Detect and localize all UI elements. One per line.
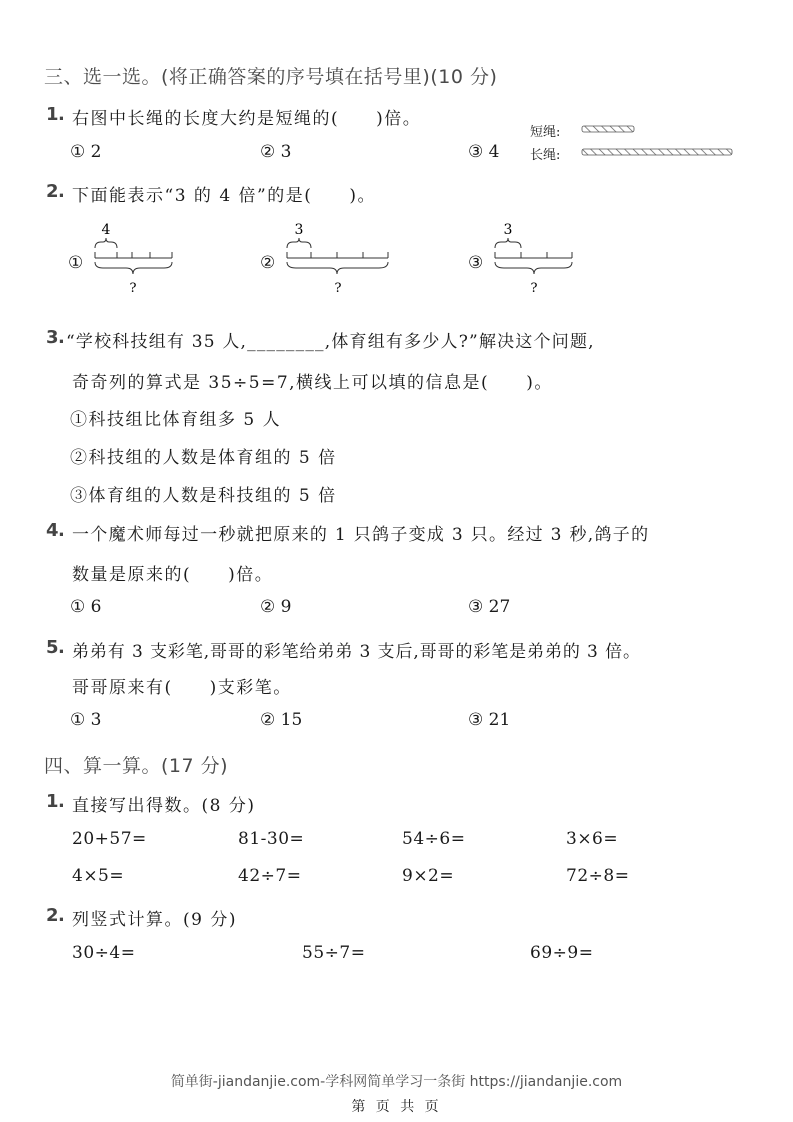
question-4-line-2: 数量是原来的( )倍。 bbox=[72, 565, 274, 585]
vertical-calc-item: 69÷9= bbox=[530, 943, 594, 963]
diagram-1-bottom-label: ? bbox=[129, 281, 137, 296]
question-5-option-2: ② 15 bbox=[260, 710, 303, 730]
question-5-dot: . bbox=[58, 637, 65, 658]
question-3-line-2: 奇奇列的算式是 35÷5=7,横线上可以填的信息是( )。 bbox=[72, 373, 553, 393]
vertical-calc-item: 30÷4= bbox=[72, 943, 136, 963]
calc-question-2-number: 2 bbox=[46, 905, 59, 926]
diagram-3 bbox=[492, 220, 582, 310]
question-2-text: 下面能表示“3 的 4 倍”的是( )。 bbox=[72, 186, 376, 206]
section-3-title: 三、选一选。(将正确答案的序号填在括号里)(10 分) bbox=[44, 66, 498, 88]
calc-question-1-text: 直接写出得数。(8 分) bbox=[72, 796, 256, 816]
question-5-option-1: ① 3 bbox=[70, 710, 102, 730]
vertical-calc-item: 55÷7= bbox=[302, 943, 366, 963]
calc-item: 72÷8= bbox=[566, 866, 630, 886]
calc-item: 4×5= bbox=[72, 866, 125, 886]
footer-watermark: 简单街-jiandanjie.com-学科网简单学习一条街 https://jiandanjie.com bbox=[170, 1074, 623, 1090]
calc-question-2-text: 列竖式计算。(9 分) bbox=[72, 910, 237, 930]
question-5-number: 5 bbox=[46, 637, 59, 658]
diagram-2-top-label: 3 bbox=[294, 222, 304, 238]
diagram-1-top-label: 4 bbox=[101, 222, 111, 238]
question-4-number: 4 bbox=[46, 520, 59, 541]
diagram-2 bbox=[284, 220, 396, 310]
question-4-option-1: ① 6 bbox=[70, 597, 102, 617]
diagram-3-top-label: 3 bbox=[503, 222, 513, 238]
page-number: 第 页 共 页 bbox=[351, 1099, 442, 1115]
calc-item: 54÷6= bbox=[402, 829, 466, 849]
question-3-dot: . bbox=[58, 327, 65, 348]
question-1-option-3: ③ 4 bbox=[468, 142, 500, 162]
short-rope bbox=[582, 126, 634, 132]
question-3-option-2: ②科技组的人数是体育组的 5 倍 bbox=[70, 448, 337, 468]
question-4-option-2: ② 9 bbox=[260, 597, 292, 617]
diagram-1-marker: ① bbox=[68, 253, 84, 273]
diagram-1 bbox=[92, 220, 182, 310]
question-5-option-3: ③ 21 bbox=[468, 710, 511, 730]
calc-question-1-dot: . bbox=[58, 791, 65, 812]
calc-item: 3×6= bbox=[566, 829, 619, 849]
diagram-3-marker: ③ bbox=[468, 253, 484, 273]
calc-item: 42÷7= bbox=[238, 866, 302, 886]
question-4-line-1: 一个魔术师每过一秒就把原来的 1 只鸽子变成 3 只。经过 3 秒,鸽子的 bbox=[72, 525, 650, 545]
question-3-option-1: ①科技组比体育组多 5 人 bbox=[70, 410, 282, 430]
question-1-dot: . bbox=[58, 104, 65, 125]
calc-item: 20+57= bbox=[72, 829, 147, 849]
question-1-option-2: ② 3 bbox=[260, 142, 292, 162]
question-2-number: 2 bbox=[46, 181, 59, 202]
diagram-2-bottom-label: ? bbox=[334, 281, 342, 296]
question-1-number: 1 bbox=[46, 104, 59, 125]
rope-legend-short-label: 短绳: bbox=[530, 125, 561, 140]
calc-item: 9×2= bbox=[402, 866, 455, 886]
calc-item: 81-30= bbox=[238, 829, 305, 849]
calc-question-2-dot: . bbox=[58, 905, 65, 926]
question-3-number: 3 bbox=[46, 327, 59, 348]
rope-diagram bbox=[580, 122, 740, 162]
question-1-text: 右图中长绳的长度大约是短绳的( )倍。 bbox=[72, 109, 422, 129]
long-rope bbox=[582, 149, 732, 155]
question-4-option-3: ③ 27 bbox=[468, 597, 511, 617]
calc-question-1-number: 1 bbox=[46, 791, 59, 812]
question-4-dot: . bbox=[58, 520, 65, 541]
question-5-line-2: 哥哥原来有( )支彩笔。 bbox=[72, 678, 292, 698]
diagram-2-marker: ② bbox=[260, 253, 276, 273]
rope-legend-long-label: 长绳: bbox=[530, 148, 561, 163]
question-1-option-1: ① 2 bbox=[70, 142, 102, 162]
diagram-3-bottom-label: ? bbox=[530, 281, 538, 296]
question-2-dot: . bbox=[58, 181, 65, 202]
question-3-line-1: “学校科技组有 35 人,________,体育组有多少人?”解决这个问题, bbox=[66, 332, 595, 352]
section-4-title: 四、算一算。(17 分) bbox=[44, 755, 229, 777]
question-3-option-3: ③体育组的人数是科技组的 5 倍 bbox=[70, 486, 337, 506]
question-5-line-1: 弟弟有 3 支彩笔,哥哥的彩笔给弟弟 3 支后,哥哥的彩笔是弟弟的 3 倍。 bbox=[72, 642, 641, 662]
